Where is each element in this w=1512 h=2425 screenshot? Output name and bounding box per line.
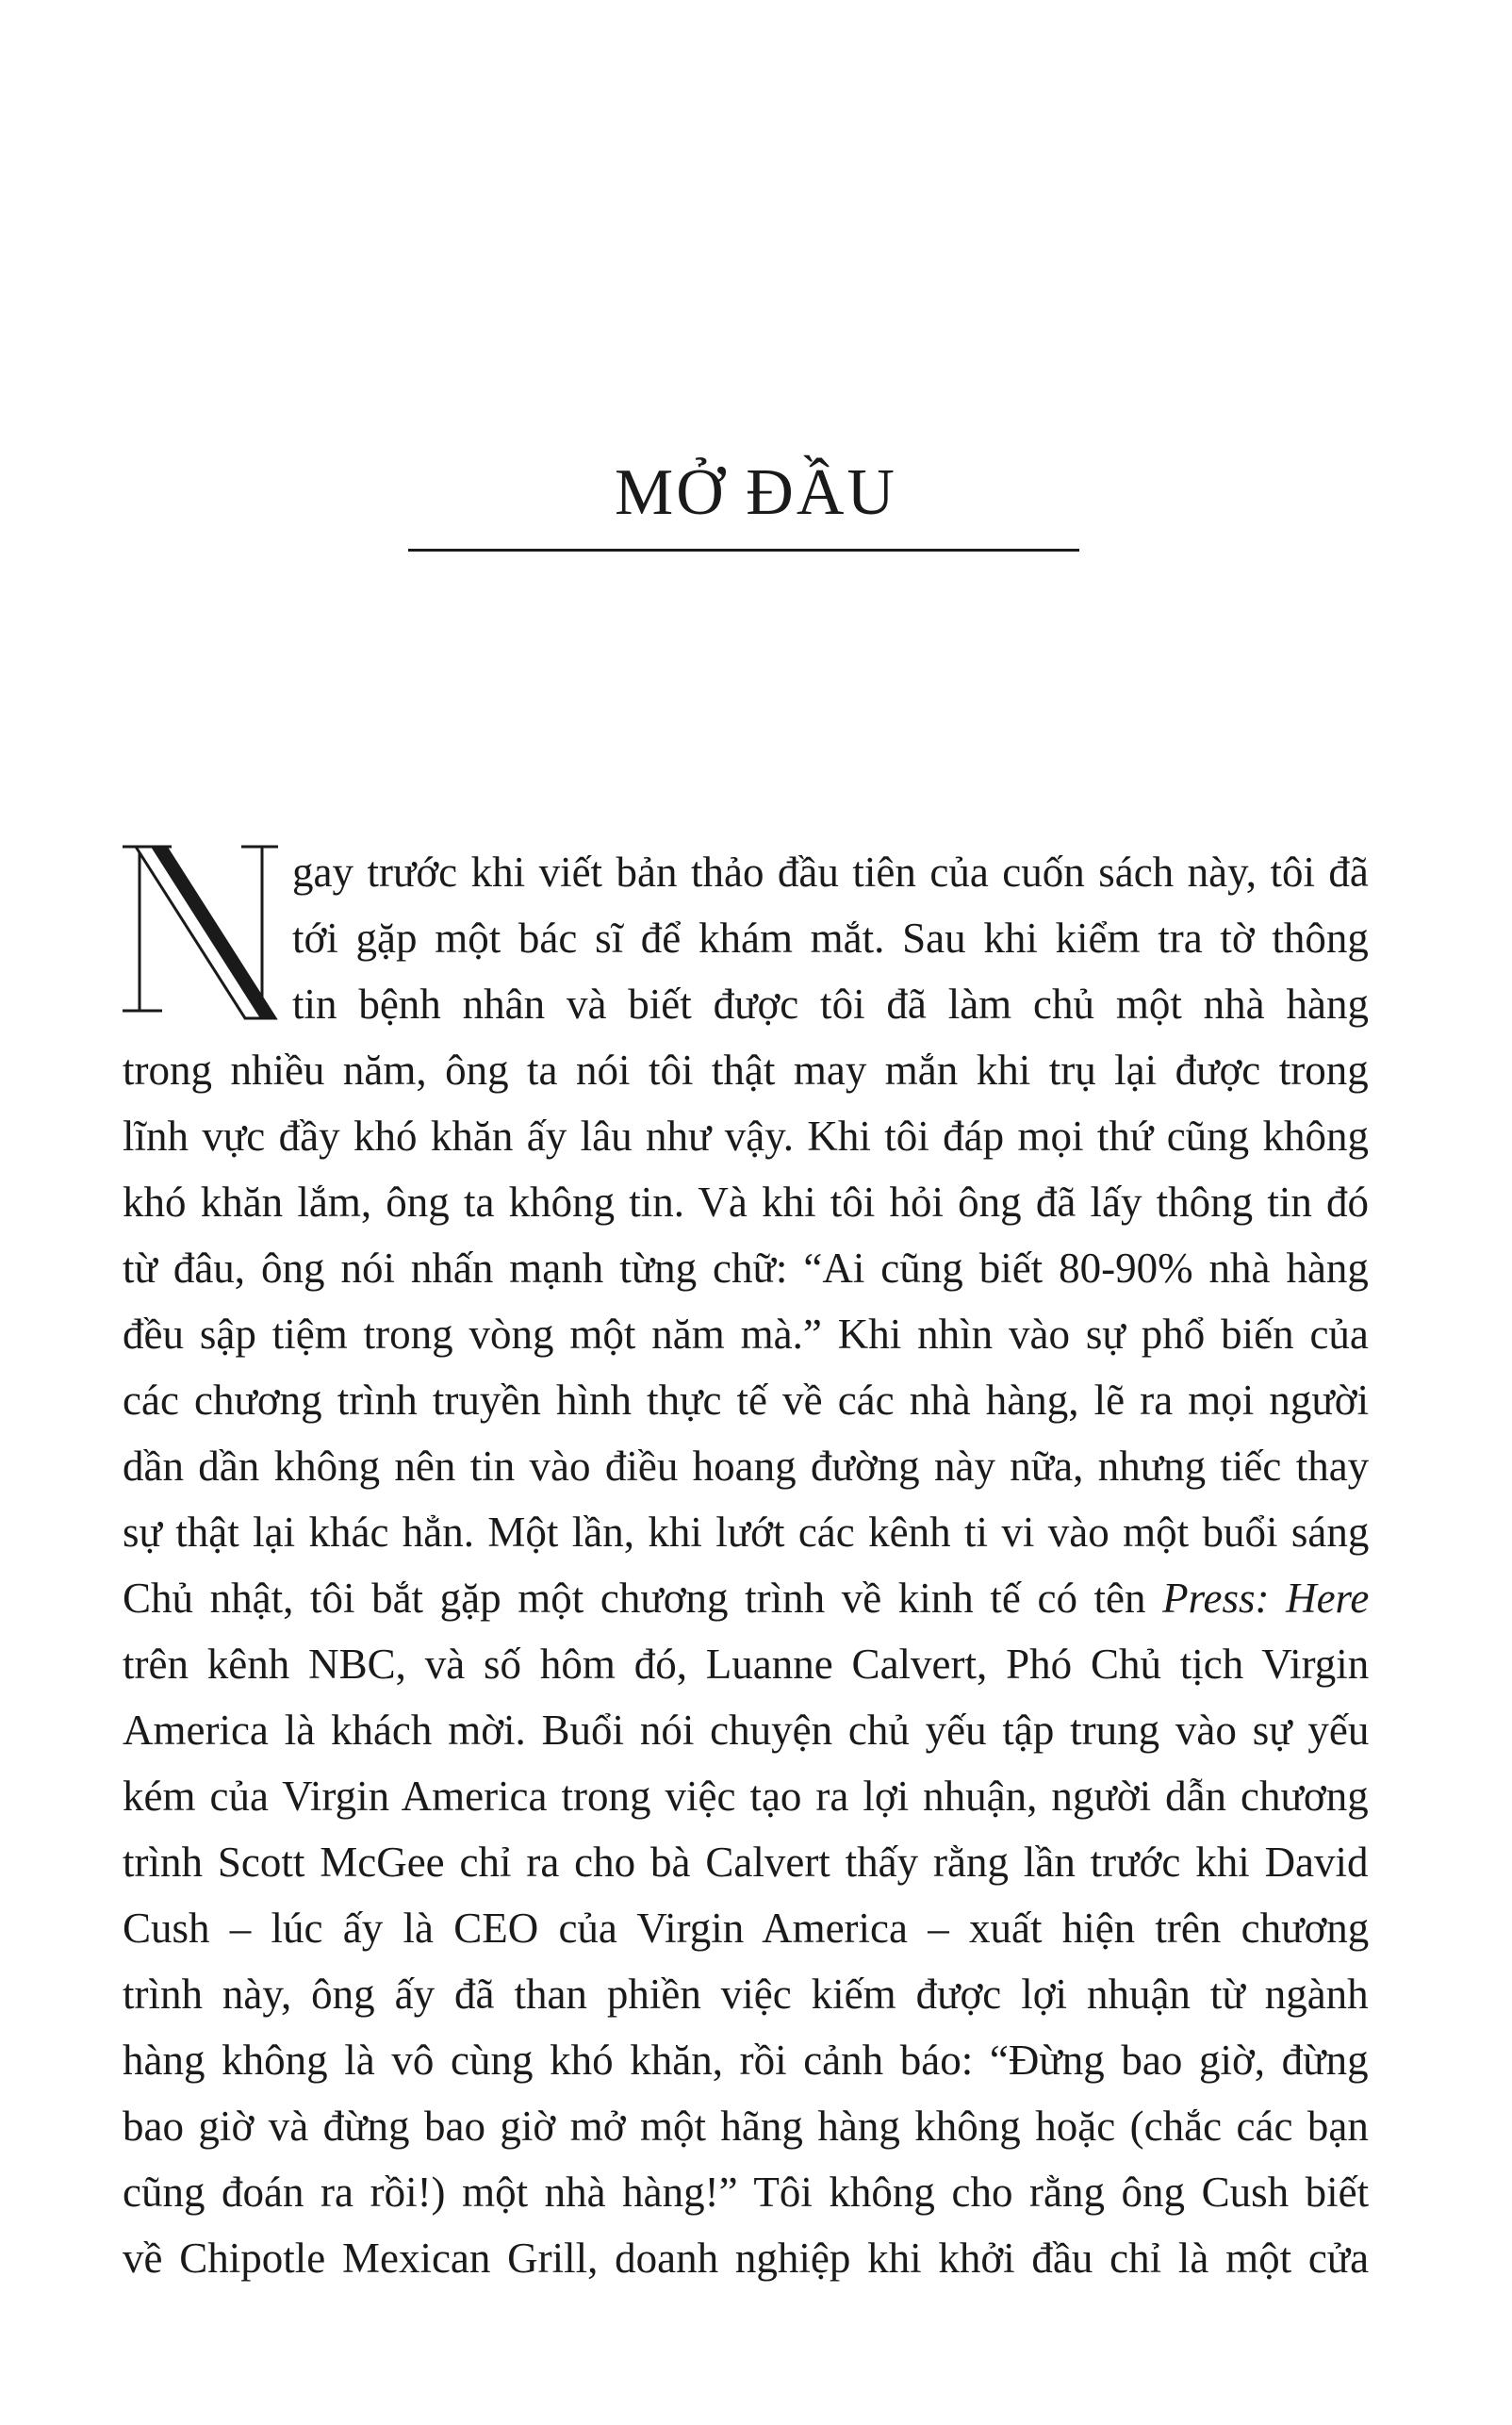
- text-line: lĩnh vực đầy khó khăn ấy lâu như vậy. Khi tôi đáp mọi thứ cũng không: [123, 1113, 1370, 1160]
- dropcap-n: [123, 839, 278, 1028]
- text-line: America là khách mời. Buổi nói chuyện chủ yếu tập trung vào sự yếu: [123, 1707, 1370, 1754]
- text-line: dần dần không nên tin vào điều hoang đường này nữa, nhưng tiếc thay: [123, 1443, 1370, 1490]
- chapter-title: MỞ ĐẦU: [615, 456, 897, 529]
- text-line: Cush – lúc ấy là CEO của Virgin America – xuất hiện trên chương: [123, 1905, 1370, 1952]
- text-line: tin bệnh nhân và biết được tôi đã làm chủ một nhà hàng: [292, 981, 1369, 1028]
- text-line-with-italic: [123, 1565, 1369, 1631]
- dropcap-n-glyph: [123, 839, 278, 1028]
- text-line: các chương trình truyền hình thực tế về các nhà hàng, lẽ ra mọi người: [123, 1377, 1370, 1424]
- text-line: về Chipotle Mexican Grill, doanh nghiệp khi khởi đầu chỉ là một cửa: [123, 2235, 1370, 2282]
- text-line: bao giờ và đừng bao giờ mở một hãng hàng không hoặc (chắc các bạn: [123, 2103, 1369, 2150]
- text-line: cũng đoán ra rồi!) một nhà hàng!” Tôi không cho rằng ông Cush biết: [123, 2169, 1370, 2216]
- text-run: Chủ nhật, tôi bắt gặp một chương trình về kinh tế có tên: [123, 1575, 1163, 1622]
- text-line: đều sập tiệm trong vòng một năm mà.” Khi nhìn vào sự phổ biến của: [123, 1311, 1369, 1358]
- text-line: tới gặp một bác sĩ để khám mắt. Sau khi kiểm tra tờ thông: [292, 915, 1369, 962]
- text-line: kém của Virgin America trong việc tạo ra lợi nhuận, người dẫn chương: [123, 1773, 1369, 1820]
- text-line: khó khăn lắm, ông ta không tin. Và khi tôi hỏi ông đã lấy thông tin đó: [123, 1179, 1370, 1226]
- text-line: sự thật lại khác hẳn. Một lần, khi lướt các kênh ti vi vào một buổi sáng: [123, 1509, 1370, 1556]
- text-line: trong nhiều năm, ông ta nói tôi thật may mắn khi trụ lại được trong: [123, 1047, 1369, 1094]
- text-line: gay trước khi viết bản thảo đầu tiên của cuốn sách này, tôi đã: [292, 849, 1369, 896]
- text-line: hàng không là vô cùng khó khăn, rồi cảnh báo: “Đừng bao giờ, đừng: [123, 2037, 1369, 2084]
- text-line: trình Scott McGee chỉ ra cho bà Calvert thấy rằng lần trước khi David: [123, 1839, 1369, 1886]
- title-divider: [408, 549, 1079, 552]
- text-line: trên kênh NBC, và số hôm đó, Luanne Calvert, Phó Chủ tịch Virgin: [123, 1641, 1370, 1688]
- text-line: trình này, ông ấy đã than phiền việc kiếm được lợi nhuận từ ngành: [123, 1971, 1369, 2018]
- text-line: từ đâu, ông nói nhấn mạnh từng chữ: “Ai cũng biết 80-90% nhà hàng: [123, 1245, 1369, 1292]
- show-title-italic: Press: Here: [1162, 1575, 1370, 1622]
